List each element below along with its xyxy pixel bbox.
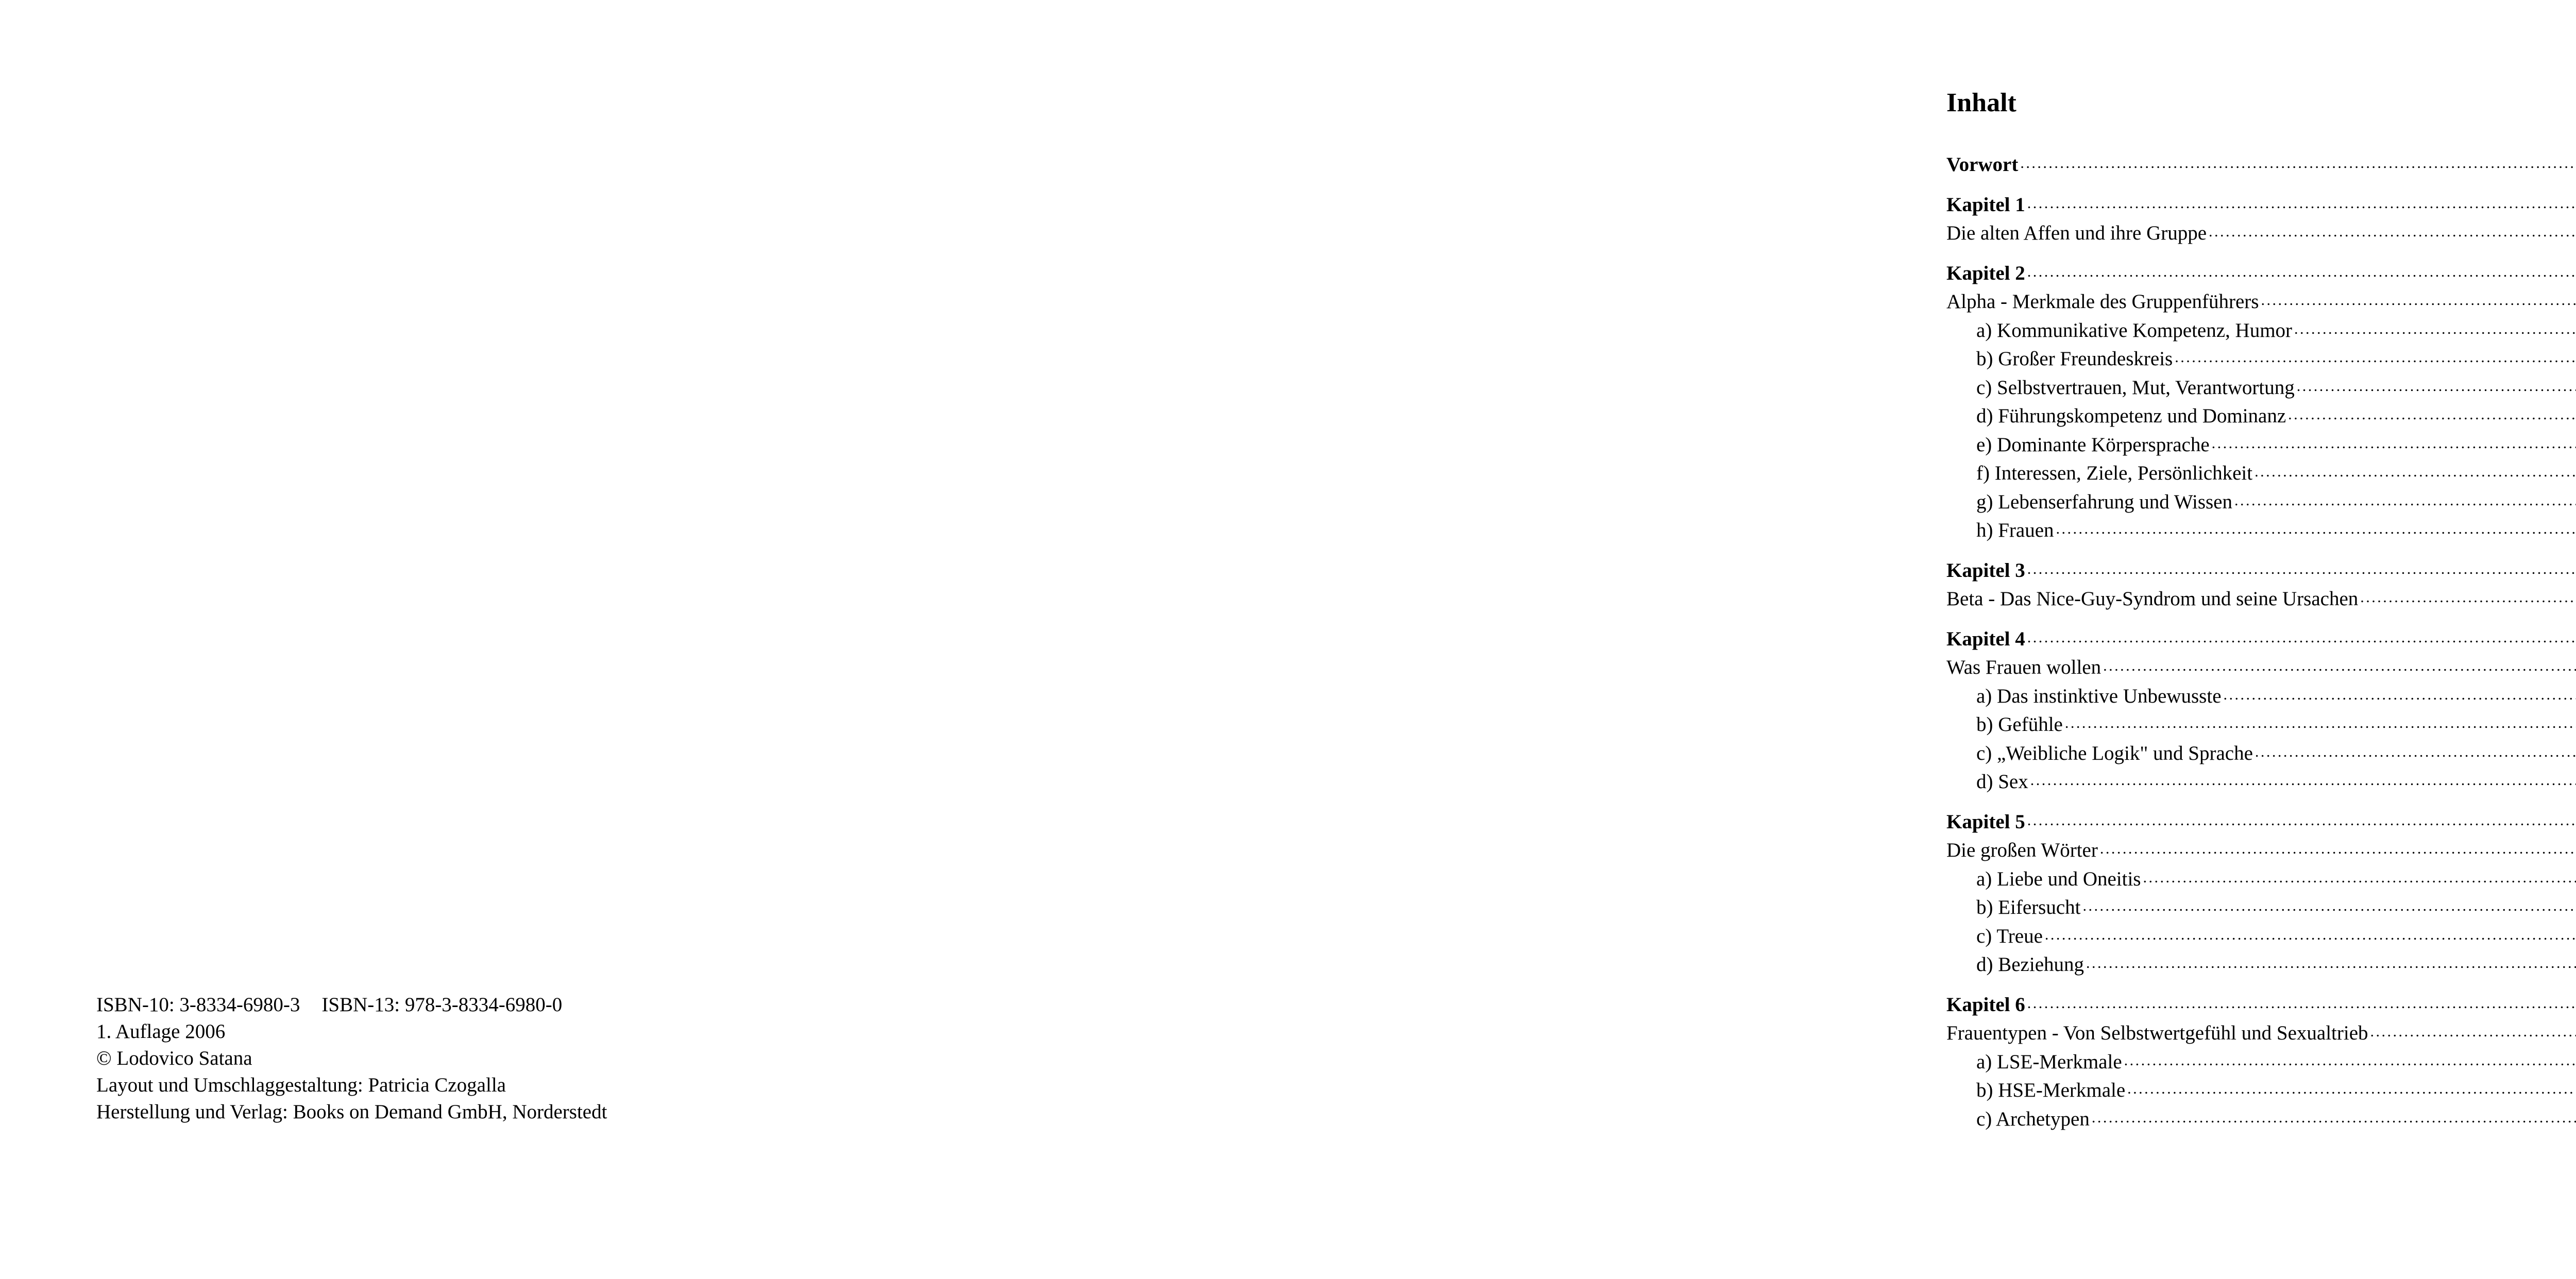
toc-entry-subsection [1946, 373, 2576, 402]
dot-leader [2288, 402, 2576, 422]
toc-entry-chapter-2 [1946, 259, 2576, 288]
dot-leader [2209, 219, 2576, 240]
dot-leader [2083, 894, 2576, 914]
dot-leader [2175, 345, 2576, 365]
toc-entry-label: c) Selbstvertrauen, Mut, Verantwortung [1976, 376, 2295, 399]
toc-entry-section [1946, 585, 2576, 613]
toc-entry-label: f) Interessen, Ziele, Persönlichkeit [1976, 462, 2253, 484]
toc-entry-label: a) LSE-Merkmale [1976, 1050, 2122, 1073]
toc-entry-section [1946, 836, 2576, 865]
toc-entry-label: d) Sex [1976, 771, 2028, 793]
dot-leader [2027, 991, 2576, 1011]
toc-entry-label: b) HSE-Merkmale [1976, 1079, 2126, 1101]
toc-entry-label: d) Führungskompetenz und Dominanz [1976, 405, 2286, 427]
toc-title: Inhalt [1946, 88, 2016, 117]
toc-entry-subsection [1946, 893, 2576, 922]
toc-entry-section [1946, 653, 2576, 682]
toc-entry-subsection [1946, 516, 2576, 545]
toc-entry-label: e) Dominante Körpersprache [1976, 433, 2210, 456]
toc-entry-label: Die alten Affen und ihre Gruppe [1946, 222, 2207, 244]
dot-leader [2065, 711, 2576, 731]
toc-entry-label: Vorwort [1946, 154, 2019, 176]
publisher-line: Herstellung und Verlag: Books on Demand GmbH, Norderstedt [96, 1101, 607, 1123]
toc-entry-subsection [1946, 710, 2576, 739]
toc-entry-label: Alpha - Merkmale des Gruppenführers [1946, 291, 2259, 313]
isbn-10: ISBN-10: 3-8334-6980-3 [96, 994, 300, 1016]
toc-entry-subsection [1946, 1105, 2576, 1134]
dot-leader [2027, 260, 2576, 280]
toc-entry-section [1946, 287, 2576, 316]
toc-entry-subsection [1946, 950, 2576, 979]
toc-entry-chapter-3 [1946, 556, 2576, 585]
layout-credit-line: Layout und Umschlaggestaltung: Patricia Czogalla [96, 1074, 506, 1096]
toc-entry-label: Beta - Das Nice-Guy-Syndrom und seine Ursachen [1946, 588, 2359, 610]
dot-leader [2255, 740, 2576, 760]
toc-entry-subsection [1946, 488, 2576, 517]
dot-leader [2255, 459, 2576, 480]
toc-entry-section [1946, 1019, 2576, 1048]
toc-entry-label: b) Großer Freundeskreis [1976, 348, 2173, 370]
toc-entry-subsection [1946, 768, 2576, 796]
dot-leader [2370, 1019, 2576, 1039]
toc-entry-subsection [1946, 1048, 2576, 1077]
dot-leader [2092, 1105, 2576, 1125]
isbn-line [96, 992, 607, 1018]
toc-entry-label: c) „Weibliche Logik" und Sprache [1976, 742, 2253, 764]
toc-entry-subsection [1946, 739, 2576, 768]
toc-entry-label: Kapitel 6 [1946, 993, 2025, 1016]
toc-entry-subsection [1946, 402, 2576, 431]
toc-entry-label: d) Beziehung [1976, 953, 2084, 976]
toc-entry-label: Kapitel 4 [1946, 627, 2025, 650]
toc-entry-subsection [1946, 1076, 2576, 1105]
dot-leader [2100, 837, 2576, 857]
right-page [904, 0, 2368, 1279]
toc-entry-label: h) Frauen [1976, 519, 2054, 541]
toc-entry-subsection [1946, 431, 2576, 459]
toc-entry-subsection [1946, 865, 2576, 894]
toc-entry-subsection [1946, 682, 2576, 711]
toc-entry-label: Frauentypen - Von Selbstwertgefühl und Sexualtrieb [1946, 1022, 2368, 1044]
toc-entry-label: Was Frauen wollen [1946, 656, 2102, 678]
dot-leader [2127, 1077, 2576, 1097]
dot-leader [2086, 951, 2576, 971]
dot-leader [2027, 557, 2576, 577]
dot-leader [2027, 808, 2576, 828]
toc-entry-chapter-5 [1946, 808, 2576, 837]
toc-entry-chapter-6 [1946, 991, 2576, 1019]
dot-leader [2056, 517, 2576, 537]
toc-entry-subsection [1946, 459, 2576, 488]
toc-entry-label: Die großen Wörter [1946, 839, 2098, 861]
toc-entry-subsection [1946, 922, 2576, 951]
dot-leader [2045, 923, 2576, 943]
toc-entry-label: Kapitel 1 [1946, 193, 2025, 216]
dot-leader [2030, 768, 2576, 788]
dot-leader [2103, 654, 2576, 674]
dot-leader [2020, 151, 2576, 171]
toc-entry-label: b) Eifersucht [1976, 896, 2081, 918]
dot-leader [2027, 625, 2576, 645]
toc-entry-section [1946, 219, 2576, 248]
toc-entry-label: c) Archetypen [1976, 1107, 2090, 1130]
toc-entry-chapter-1 [1946, 191, 2576, 219]
toc-entry-label: a) Das instinktive Unbewusste [1976, 685, 2222, 707]
toc-entry-label: c) Treue [1976, 925, 2043, 947]
dot-leader [2234, 488, 2576, 508]
dot-leader [2297, 374, 2576, 394]
toc-entry-vorwort [1946, 150, 2576, 179]
toc-entry-label: Kapitel 5 [1946, 810, 2025, 833]
dot-leader [2224, 683, 2576, 703]
table-of-contents [1946, 82, 2576, 1133]
copyright-line: © Lodovico Satana [96, 1047, 252, 1069]
dot-leader [2261, 288, 2576, 308]
isbn-13: ISBN-13: 978-3-8334-6980-0 [321, 994, 563, 1016]
dot-leader [2124, 1048, 2576, 1068]
toc-entry-label: Kapitel 3 [1946, 559, 2025, 582]
toc-entry-subsection [1946, 345, 2576, 373]
dot-leader [2027, 191, 2576, 211]
toc-entry-label: a) Kommunikative Kompetenz, Humor [1976, 319, 2293, 342]
toc-entry-chapter-4 [1946, 625, 2576, 654]
toc-entry-label: b) Gefühle [1976, 713, 2063, 736]
toc-entry-label: a) Liebe und Oneitis [1976, 867, 2141, 890]
dot-leader [2360, 585, 2576, 605]
dot-leader [2294, 317, 2576, 337]
imprint-block [96, 992, 607, 1125]
left-page [0, 0, 904, 1279]
toc-entry-subsection [1946, 316, 2576, 345]
edition-line: 1. Auflage 2006 [96, 1020, 226, 1043]
dot-leader [2212, 431, 2576, 451]
dot-leader [2143, 865, 2576, 885]
toc-entry-label: g) Lebenserfahrung und Wissen [1976, 490, 2232, 513]
toc-entry-label: Kapitel 2 [1946, 262, 2025, 284]
